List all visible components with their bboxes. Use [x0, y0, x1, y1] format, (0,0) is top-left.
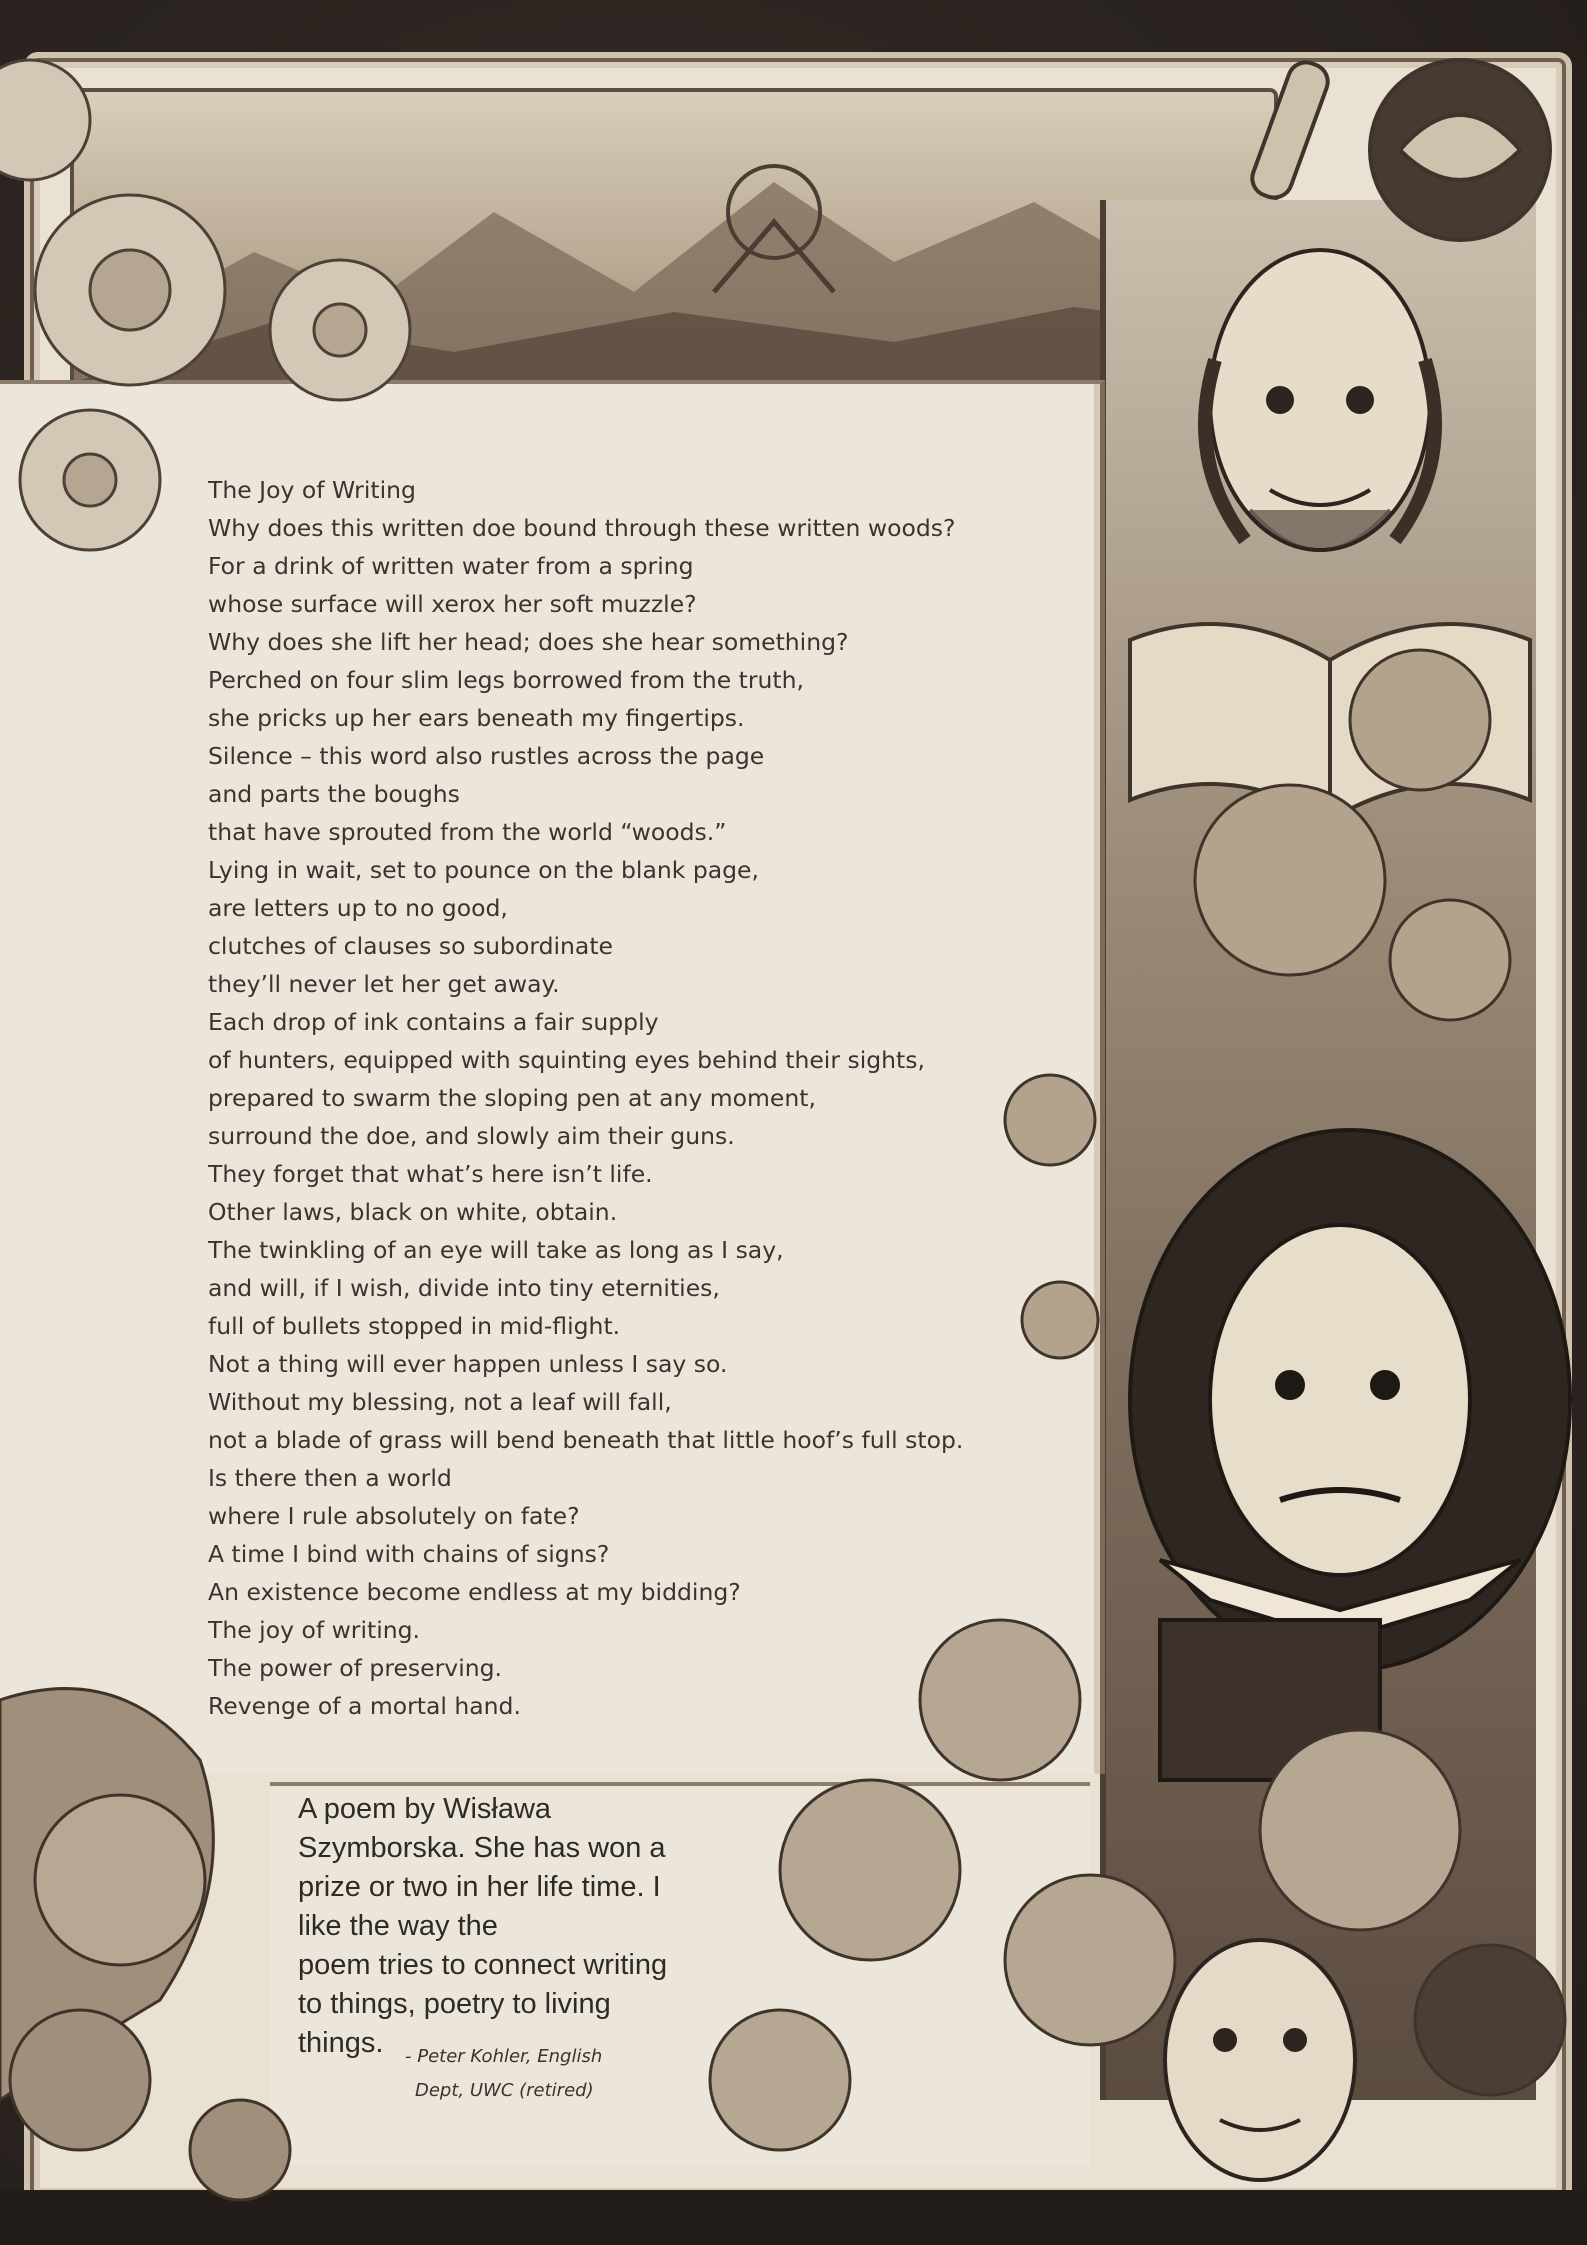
poem-line: and parts the boughs [208, 780, 460, 808]
poem-line: they’ll never let her get away. [208, 970, 560, 998]
poem-line: where I rule absolutely on fate? [208, 1502, 580, 1530]
credit-name: - Peter Kohler, English [405, 2046, 603, 2067]
poem-line: A time I bind with chains of signs? [208, 1540, 610, 1568]
note-line: prize or two in her life time. I [298, 1871, 661, 1903]
note-line: A poem by Wisława [298, 1793, 552, 1825]
note-line: things. [298, 2027, 384, 2059]
flower-ornament-icon [0, 1689, 290, 2200]
poem-line: Silence – this word also rustles across the page [208, 742, 765, 770]
poem-line: whose surface will xerox her soft muzzle? [208, 590, 697, 618]
poem-line: They forget that what’s here isn’t life. [208, 1160, 653, 1188]
note-line: poem tries to connect writing [298, 1949, 668, 1981]
poem-line: prepared to swarm the sloping pen at any moment, [208, 1084, 816, 1112]
note-line: to things, poetry to living [298, 1988, 611, 2020]
portrait-illustration-icon [1165, 1940, 1355, 2180]
poem-line: The power of preserving. [208, 1654, 503, 1682]
commentary-note [298, 1790, 698, 2063]
poem-line: The joy of writing. [208, 1616, 421, 1644]
poem-line: and will, if I wish, divide into tiny eternities, [208, 1274, 720, 1302]
portrait-illustration-icon [1205, 250, 1435, 550]
poem-line: For a drink of written water from a spring [208, 552, 694, 580]
poem-line: Without my blessing, not a leaf will fall, [208, 1388, 672, 1416]
poem-text [208, 471, 968, 1725]
author-credit [405, 2040, 625, 2108]
portrait-illustration-icon [1130, 1130, 1570, 1780]
poem-line: Why does this written doe bound through these written woods? [208, 514, 956, 542]
poem-line: Not a thing will ever happen unless I say so. [208, 1350, 728, 1378]
poem-line: Is there then a world [208, 1464, 452, 1492]
poem-line: Revenge of a mortal hand. [208, 1692, 521, 1720]
poem-line: she pricks up her ears beneath my fingertips. [208, 704, 745, 732]
note-line: like the way the [298, 1910, 498, 1942]
poem-line: The twinkling of an eye will take as long as I say, [208, 1236, 784, 1264]
scroll-icon [1247, 57, 1550, 240]
poem-line: Other laws, black on white, obtain. [208, 1198, 618, 1226]
poem-line: that have sprouted from the world “woods.” [208, 818, 727, 846]
poem-line: Each drop of ink contains a fair supply [208, 1008, 659, 1036]
poem-title: The Joy of Writing [208, 476, 416, 504]
poem-line: Lying in wait, set to pounce on the blank page, [208, 856, 759, 884]
poem-line: An existence become endless at my bidding? [208, 1578, 741, 1606]
poem-line: full of bullets stopped in mid-flight. [208, 1312, 621, 1340]
poem-line: are letters up to no good, [208, 894, 508, 922]
poem-line: surround the doe, and slowly aim their guns. [208, 1122, 735, 1150]
poem-line: Perched on four slim legs borrowed from the truth, [208, 666, 804, 694]
credit-affiliation: Dept, UWC (retired) [415, 2080, 594, 2101]
poem-line: not a blade of grass will bend beneath that little hoof’s full stop. [208, 1426, 964, 1454]
poem-line: of hunters, equipped with squinting eyes behind their sights, [208, 1046, 925, 1074]
poem-line: Why does she lift her head; does she hear something? [208, 628, 849, 656]
poem-line: clutches of clauses so subordinate [208, 932, 614, 960]
note-line: Szymborska. She has won a [298, 1832, 666, 1864]
